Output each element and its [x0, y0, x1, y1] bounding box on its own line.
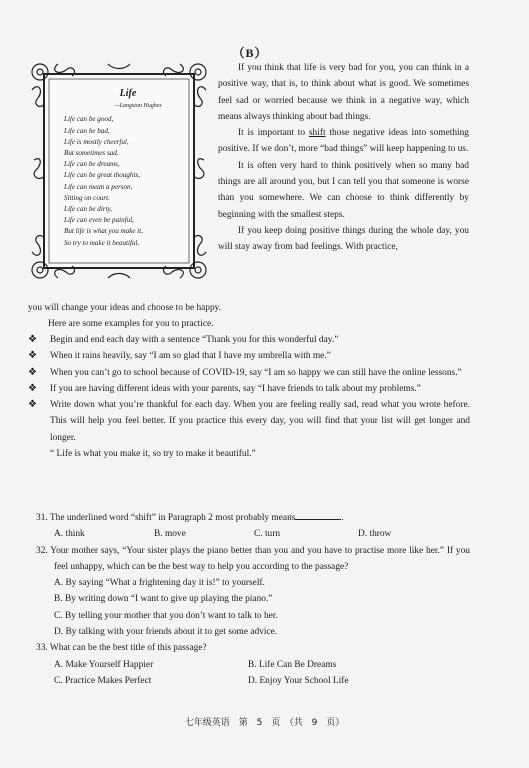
paragraph-4-start: If you keep doing positive things during the whole day, you will stay away from bad feelings. With practice,: [218, 225, 469, 253]
question-stem: Your mother says, “Your sister plays the piano better than you and you have to practise more like her.” If you feel unhappy, which can be the best way to help you according to the passage?: [50, 545, 470, 572]
options: [36, 526, 470, 542]
list-item: [28, 381, 470, 397]
bullet-diamond-icon: ❖: [28, 399, 37, 411]
example-list: [28, 332, 470, 462]
bullet-diamond-icon: ❖: [28, 382, 37, 394]
list-item: [28, 332, 470, 348]
poem-line: Life can be dreams,: [64, 160, 120, 169]
page-footer: 七年级英语 第 5 页 （共 9 页）: [184, 718, 345, 728]
poem-frame: [28, 60, 210, 282]
poem-line: But sometimes sad.: [64, 149, 119, 158]
list-item-text: Begin and end each day with a sentence “Thank you for this wonderful day.”: [50, 335, 339, 345]
option-b[interactable]: B. By writing down “I want to give up playing the piano.”: [54, 594, 273, 605]
option-d[interactable]: D. By talking with your friends about it to get some advice.: [54, 627, 278, 638]
poem-line: Life can be dirty,: [64, 205, 113, 214]
paragraph-1: If you think that life is very bad for you, you can think in a positive way, that is, to think about what is good. We sometimes feel sad or worried because we think in a negative way, which means always thinking about bad things.: [218, 63, 469, 122]
poem-line: Life is mostly cheerful,: [64, 137, 129, 146]
question-number: 33.: [36, 643, 48, 654]
poem-line: Life can be great thoughts,: [64, 171, 140, 180]
passage-right-column: [218, 60, 469, 256]
question-stem-end: .: [341, 513, 344, 523]
question-33: [36, 640, 470, 689]
poem-line: So try to make it beautiful.: [64, 238, 140, 247]
closing-quote: “ Life is what you make it, so try to make it beautiful.”: [50, 449, 256, 460]
poem-line: Life can be bad,: [64, 126, 110, 135]
paragraph-3: It is often very hard to think positively when so many bad things are all around you, but I can tell you that someone is worse than you somewhere. We can choose to think differently by beginning with the smallest steps.: [218, 160, 469, 220]
list-item: [28, 397, 470, 446]
option-c[interactable]: C. Practice Makes Perfect: [54, 675, 152, 686]
poem: [64, 88, 192, 249]
poem-line: Life can even be painful,: [64, 216, 134, 225]
list-item-text: When you can’t go to school because of COVID-19, say “I am so happy we can still have the online lessons.”: [50, 367, 462, 378]
option-b[interactable]: B. move: [154, 529, 186, 540]
question-32: [36, 543, 470, 641]
option-b[interactable]: B. Life Can Be Dreams: [248, 659, 337, 670]
question-stem: What can be the best title of this passage?: [49, 643, 207, 654]
paragraph-2: [218, 125, 469, 158]
bullet-diamond-icon: ❖: [28, 350, 37, 362]
options: [36, 657, 470, 673]
option-d[interactable]: D. throw: [358, 529, 392, 540]
option-c[interactable]: C. By telling your mother that you don’t want to talk to her.: [54, 610, 278, 621]
bullet-diamond-icon: ❖: [28, 366, 37, 378]
option-a[interactable]: A. Make Yourself Happier: [54, 659, 154, 670]
poem-author: —Langston Hughes: [114, 103, 162, 110]
list-item-text: Write down what you’re thankful for each day. When you are feeling really sad, read what you wrote before. This will help you feel better. If you practice this every day, you will find that your list will get longer and longer.: [50, 400, 470, 443]
poem-line: Life can be good,: [64, 115, 114, 124]
option-d[interactable]: D. Enjoy Your School Life: [248, 675, 349, 686]
list-item: [28, 365, 470, 381]
question-number: 32.: [36, 545, 48, 556]
question-stem: The underlined word “shift” in Paragraph 2 most probably means: [49, 513, 296, 523]
option-a[interactable]: A. By saying “What a frightening day it is!” to yourself.: [54, 578, 265, 589]
poem-line: But life is what you make it,: [64, 227, 144, 236]
options: [36, 673, 470, 689]
section-label: （B）: [232, 46, 268, 60]
question-31: [36, 509, 470, 543]
poem-line: Sitting on court.: [64, 193, 110, 202]
poem-line: Life can mean a person,: [64, 182, 133, 191]
poem-title: Life: [119, 88, 137, 99]
paragraph-2-end: those negative ideas into something positive. If we don’t, more “bad things” will keep happening to us.: [218, 128, 469, 155]
list-item-text: When it rains heavily, say “I am so glad that I have my umbrella with me.”: [50, 351, 331, 362]
paragraph-2-start: It is important to: [238, 128, 309, 139]
bullet-diamond-icon: ❖: [28, 334, 37, 345]
underlined-word-shift: shift: [308, 128, 326, 139]
answer-blank: [295, 509, 341, 520]
list-item-text: If you are having different ideas with your parents, say “I have friends to talk about my problems.”: [50, 383, 421, 394]
option-a[interactable]: A. think: [54, 529, 85, 540]
examples-intro: Here are some examples for you to practice.: [48, 319, 214, 329]
list-item: [28, 348, 470, 364]
question-list: [36, 509, 470, 689]
question-number: 31.: [36, 513, 48, 523]
paragraph-4-end: you will change your ideas and choose to be happy.: [28, 303, 222, 313]
option-c[interactable]: C. turn: [254, 529, 281, 540]
